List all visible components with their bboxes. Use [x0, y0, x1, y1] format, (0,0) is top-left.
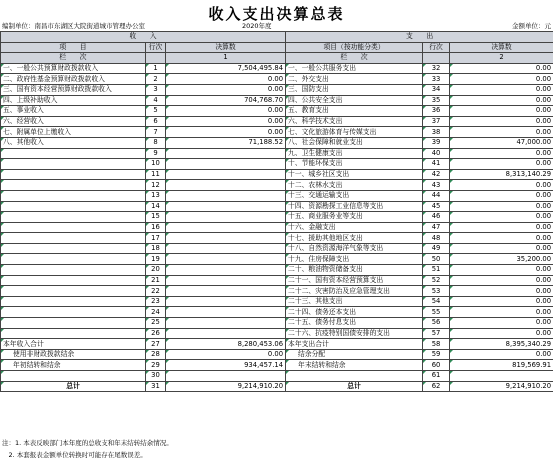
- income-amount-cell: 0.00: [166, 106, 286, 117]
- income-rowno-cell: 2: [146, 74, 166, 85]
- note-1: 注：1. 本表反映部门本年度的总收支和年末结转结余情况。: [2, 439, 173, 447]
- expense-amount-cell: 0.00: [450, 180, 553, 191]
- expense-amount-cell: 0.00: [450, 74, 553, 85]
- expense-amount-cell: 0.00: [450, 95, 553, 106]
- expense-amount-cell: 0.00: [450, 159, 553, 170]
- expense-amount-cell: 0.00: [450, 328, 553, 339]
- income-amount-cell: 0.00: [166, 116, 286, 127]
- income-amount-cell: [166, 233, 286, 244]
- income-rowno-cell: 20: [146, 265, 166, 276]
- income-item-header: 项 目: [1, 42, 146, 53]
- income-item-cell: [1, 328, 146, 339]
- income-amount-cell: [166, 148, 286, 159]
- income-amount-cell: [166, 169, 286, 180]
- table-row: [1, 318, 553, 329]
- income-rowno-cell: 26: [146, 328, 166, 339]
- income-amount-cell: 0.00: [166, 127, 286, 138]
- table-row: [1, 180, 553, 191]
- income-item-cell: 四、上级补助收入: [1, 95, 146, 106]
- expense-item-cell: 十八、自然资源海洋气象等支出: [286, 243, 423, 254]
- expense-item-cell: 十七、援助其他地区支出: [286, 233, 423, 244]
- expense-amount-cell: 0.00: [450, 127, 553, 138]
- table-row: [1, 296, 553, 307]
- income-item-cell: [1, 254, 146, 265]
- expense-item-cell: 十一、城乡社区支出: [286, 169, 423, 180]
- expense-rowno-cell: 43: [423, 180, 450, 191]
- table-row: [1, 212, 553, 223]
- income-rowno-cell: 1: [146, 63, 166, 74]
- income-amount-cell: 9,214,910.20: [166, 381, 286, 392]
- income-amount-cell: [166, 254, 286, 265]
- income-rowno-cell: 24: [146, 307, 166, 318]
- expense-item-cell: 一、一般公共服务支出: [286, 63, 423, 74]
- income-amount-header: 决算数: [166, 42, 286, 53]
- expense-item-cell: 十四、资源勘探工业信息等支出: [286, 201, 423, 212]
- table-row: [1, 169, 553, 180]
- income-amount-cell: 71,188.52: [166, 137, 286, 148]
- income-amount-cell: [166, 159, 286, 170]
- expense-rowno-cell: 54: [423, 296, 450, 307]
- income-item-cell: 五、事业收入: [1, 106, 146, 117]
- expense-item-cell: 二十四、债务还本支出: [286, 307, 423, 318]
- income-item-cell: 二、政府性基金预算财政拨款收入: [1, 74, 146, 85]
- table-row: [1, 148, 553, 159]
- table-row: [1, 371, 553, 382]
- expense-item-cell: [286, 371, 423, 382]
- expense-item-cell: 二十六、抗疫特别国债安排的支出: [286, 328, 423, 339]
- expense-amount-cell: 8,395,340.29: [450, 339, 553, 350]
- income-item-cell: [1, 318, 146, 329]
- table-row: [1, 127, 553, 138]
- expense-item-cell: 本年支出合计: [286, 339, 423, 350]
- expense-item-cell: 九、卫生健康支出: [286, 148, 423, 159]
- income-amount-cell: 704,768.70: [166, 95, 286, 106]
- income-item-cell: 本年收入合计: [1, 339, 146, 350]
- table-row: [1, 349, 553, 360]
- expense-amount-cell: 0.00: [450, 265, 553, 276]
- year-label: 2020年度: [242, 22, 272, 30]
- income-rowno-cell: 23: [146, 296, 166, 307]
- income-item-cell: 七、附属单位上缴收入: [1, 127, 146, 138]
- table-row: [1, 159, 553, 170]
- expense-rowno-cell: 52: [423, 275, 450, 286]
- expense-item-cell: 十二、农林水支出: [286, 180, 423, 191]
- expense-item-cell: 八、社会保障和就业支出: [286, 137, 423, 148]
- table-row: [1, 74, 553, 85]
- expense-rowno-header: 行次: [423, 42, 450, 53]
- income-amount-cell: 8,280,453.06: [166, 339, 286, 350]
- income-index-label: 栏 次: [1, 53, 146, 64]
- income-rowno-cell: 19: [146, 254, 166, 265]
- expense-amount-cell: 0.00: [450, 222, 553, 233]
- income-item-cell: 使用非财政拨款结余: [1, 349, 146, 360]
- table-row: [1, 328, 553, 339]
- expense-item-cell: 十五、商业服务业等支出: [286, 212, 423, 223]
- expense-amount-cell: 9,214,910.20: [450, 381, 553, 392]
- expense-rowno-cell: 47: [423, 222, 450, 233]
- income-rowno-cell: 4: [146, 95, 166, 106]
- income-rowno-cell: 15: [146, 212, 166, 223]
- expense-amount-cell: 0.00: [450, 275, 553, 286]
- income-rowno-cell: 5: [146, 106, 166, 117]
- income-rowno-cell: 21: [146, 275, 166, 286]
- income-amount-cell: [166, 286, 286, 297]
- expense-item-cell: 四、公共安全支出: [286, 95, 423, 106]
- income-item-cell: [1, 371, 146, 382]
- expense-rowno-cell: 56: [423, 318, 450, 329]
- expense-index-blank: [423, 53, 450, 64]
- expense-rowno-cell: 60: [423, 360, 450, 371]
- income-amount-cell: [166, 190, 286, 201]
- income-item-cell: [1, 212, 146, 223]
- income-rowno-cell: 13: [146, 190, 166, 201]
- expense-item-cell: 年末结转和结余: [286, 360, 423, 371]
- expense-amount-cell: 0.00: [450, 190, 553, 201]
- table-row: [1, 233, 553, 244]
- expense-rowno-cell: 40: [423, 148, 450, 159]
- income-amount-cell: [166, 371, 286, 382]
- expense-item-cell: 十九、住房保障支出: [286, 254, 423, 265]
- income-amount-cell: 7,504,495.84: [166, 63, 286, 74]
- expense-amount-cell: 0.00: [450, 201, 553, 212]
- expense-rowno-cell: 59: [423, 349, 450, 360]
- expense-item-cell: 二、外交支出: [286, 74, 423, 85]
- income-amount-cell: [166, 243, 286, 254]
- expense-item-cell: 二十二、灾害防治及应急管理支出: [286, 286, 423, 297]
- income-rowno-cell: 17: [146, 233, 166, 244]
- income-rowno-cell: 9: [146, 148, 166, 159]
- income-rowno-cell: 30: [146, 371, 166, 382]
- expense-amount-cell: 0.00: [450, 318, 553, 329]
- income-index-number: 1: [166, 53, 286, 64]
- expense-item-cell: 结余分配: [286, 349, 423, 360]
- income-amount-cell: 934,457.14: [166, 360, 286, 371]
- expense-rowno-cell: 36: [423, 106, 450, 117]
- income-rowno-cell: 29: [146, 360, 166, 371]
- income-index-blank: [146, 53, 166, 64]
- expense-amount-cell: 8,313,140.29: [450, 169, 553, 180]
- table-row: [1, 137, 553, 148]
- expense-rowno-cell: 46: [423, 212, 450, 223]
- expense-item-header: 项目（按功能分类）: [286, 42, 423, 53]
- expense-item-cell: 十、节能环保支出: [286, 159, 423, 170]
- expense-amount-cell: 819,569.91: [450, 360, 553, 371]
- expense-item-cell: 五、教育支出: [286, 106, 423, 117]
- column-header-row: [1, 42, 553, 53]
- expense-rowno-cell: 35: [423, 95, 450, 106]
- expense-rowno-cell: 45: [423, 201, 450, 212]
- expense-amount-cell: 0.00: [450, 307, 553, 318]
- income-rowno-cell: 6: [146, 116, 166, 127]
- unit-label: 编制单位：南昌市东湖区大院街道城市管理办公室: [2, 22, 145, 30]
- income-rowno-cell: 14: [146, 201, 166, 212]
- table-row: [1, 201, 553, 212]
- income-item-cell: 总计: [1, 381, 146, 392]
- income-item-cell: 一、一般公共预算财政拨款收入: [1, 63, 146, 74]
- expense-rowno-cell: 44: [423, 190, 450, 201]
- income-item-cell: [1, 296, 146, 307]
- income-rowno-cell: 27: [146, 339, 166, 350]
- expense-rowno-cell: 48: [423, 233, 450, 244]
- income-item-cell: [1, 275, 146, 286]
- page-title: 收入支出决算总表: [208, 5, 345, 23]
- income-item-cell: [1, 243, 146, 254]
- table-row: [1, 286, 553, 297]
- income-item-cell: 八、其他收入: [1, 137, 146, 148]
- income-rowno-header: 行次: [146, 42, 166, 53]
- expense-rowno-cell: 39: [423, 137, 450, 148]
- income-amount-cell: [166, 275, 286, 286]
- income-item-cell: [1, 222, 146, 233]
- income-item-cell: [1, 169, 146, 180]
- income-expense-table: [0, 31, 553, 392]
- income-amount-cell: 0.00: [166, 84, 286, 95]
- expense-amount-cell: 0.00: [450, 296, 553, 307]
- expense-amount-cell: 0.00: [450, 116, 553, 127]
- income-item-cell: 六、经营收入: [1, 116, 146, 127]
- expense-index-label: 栏 次: [286, 53, 423, 64]
- expense-item-cell: 十六、金融支出: [286, 222, 423, 233]
- income-rowno-cell: 31: [146, 381, 166, 392]
- table-row: [1, 63, 553, 74]
- table-row: [1, 95, 553, 106]
- income-rowno-cell: 8: [146, 137, 166, 148]
- income-section-header: 收 入: [1, 32, 286, 43]
- expense-item-cell: 十三、交通运输支出: [286, 190, 423, 201]
- expense-item-cell: 二十一、国有资本经营预算支出: [286, 275, 423, 286]
- expense-amount-cell: 0.00: [450, 243, 553, 254]
- expense-amount-cell: 0.00: [450, 212, 553, 223]
- table-row: [1, 381, 553, 392]
- income-item-cell: [1, 180, 146, 191]
- expense-amount-cell: 0.00: [450, 106, 553, 117]
- expense-rowno-cell: 50: [423, 254, 450, 265]
- section-header-row: [1, 32, 553, 43]
- expense-item-cell: 二十三、其他支出: [286, 296, 423, 307]
- expense-amount-cell: 47,000.00: [450, 137, 553, 148]
- expense-rowno-cell: 37: [423, 116, 450, 127]
- column-index-row: [1, 53, 553, 64]
- table-row: [1, 222, 553, 233]
- expense-section-header: 支 出: [286, 32, 553, 43]
- expense-rowno-cell: 58: [423, 339, 450, 350]
- expense-rowno-cell: 61: [423, 371, 450, 382]
- expense-amount-cell: 0.00: [450, 63, 553, 74]
- income-item-cell: [1, 307, 146, 318]
- income-item-cell: 三、国有资本经营预算财政拨款收入: [1, 84, 146, 95]
- expense-index-number: 2: [450, 53, 553, 64]
- income-item-cell: [1, 148, 146, 159]
- income-rowno-cell: 16: [146, 222, 166, 233]
- income-rowno-cell: 3: [146, 84, 166, 95]
- income-rowno-cell: 7: [146, 127, 166, 138]
- expense-rowno-cell: 49: [423, 243, 450, 254]
- expense-rowno-cell: 51: [423, 265, 450, 276]
- expense-rowno-cell: 53: [423, 286, 450, 297]
- table-row: [1, 84, 553, 95]
- expense-rowno-cell: 41: [423, 159, 450, 170]
- expense-item-cell: 六、科学技术支出: [286, 116, 423, 127]
- table-row: [1, 275, 553, 286]
- expense-rowno-cell: 42: [423, 169, 450, 180]
- expense-item-cell: 三、国防支出: [286, 84, 423, 95]
- amount-unit-label: 金额单位：元: [512, 22, 551, 30]
- expense-amount-cell: 35,200.00: [450, 254, 553, 265]
- income-amount-cell: [166, 328, 286, 339]
- expense-rowno-cell: 55: [423, 307, 450, 318]
- income-item-cell: [1, 159, 146, 170]
- income-rowno-cell: 10: [146, 159, 166, 170]
- expense-rowno-cell: 34: [423, 84, 450, 95]
- expense-item-cell: 二十、粮油物资储备支出: [286, 265, 423, 276]
- expense-rowno-cell: 38: [423, 127, 450, 138]
- expense-rowno-cell: 62: [423, 381, 450, 392]
- income-amount-cell: [166, 180, 286, 191]
- income-amount-cell: [166, 212, 286, 223]
- income-item-cell: 年初结转和结余: [1, 360, 146, 371]
- income-amount-cell: [166, 201, 286, 212]
- expense-rowno-cell: 33: [423, 74, 450, 85]
- expense-item-cell: 总计: [286, 381, 423, 392]
- expense-amount-cell: [450, 371, 553, 382]
- expense-amount-cell: 0.00: [450, 286, 553, 297]
- note-2: 2. 本套报表金额单位转换时可能存在尾数误差。: [2, 451, 147, 459]
- income-amount-cell: 0.00: [166, 74, 286, 85]
- table-row: [1, 360, 553, 371]
- expense-item-cell: 二十五、债务付息支出: [286, 318, 423, 329]
- income-amount-cell: [166, 222, 286, 233]
- income-rowno-cell: 11: [146, 169, 166, 180]
- expense-rowno-cell: 57: [423, 328, 450, 339]
- income-item-cell: [1, 286, 146, 297]
- expense-amount-cell: 0.00: [450, 84, 553, 95]
- table-row: [1, 106, 553, 117]
- income-rowno-cell: 12: [146, 180, 166, 191]
- income-item-cell: [1, 201, 146, 212]
- table-row: [1, 190, 553, 201]
- expense-amount-cell: 0.00: [450, 349, 553, 360]
- income-rowno-cell: 18: [146, 243, 166, 254]
- income-amount-cell: [166, 265, 286, 276]
- income-rowno-cell: 25: [146, 318, 166, 329]
- table-row: [1, 116, 553, 127]
- expense-item-cell: 七、文化旅游体育与传媒支出: [286, 127, 423, 138]
- income-rowno-cell: 22: [146, 286, 166, 297]
- income-amount-cell: [166, 318, 286, 329]
- income-amount-cell: [166, 296, 286, 307]
- table-row: [1, 339, 553, 350]
- expense-rowno-cell: 32: [423, 63, 450, 74]
- expense-amount-cell: 0.00: [450, 148, 553, 159]
- income-rowno-cell: 28: [146, 349, 166, 360]
- table-row: [1, 265, 553, 276]
- table-row: [1, 307, 553, 318]
- table-row: [1, 254, 553, 265]
- income-item-cell: [1, 265, 146, 276]
- table-row: [1, 243, 553, 254]
- income-item-cell: [1, 233, 146, 244]
- income-amount-cell: 0.00: [166, 349, 286, 360]
- income-amount-cell: [166, 307, 286, 318]
- expense-amount-header: 决算数: [450, 42, 553, 53]
- income-item-cell: [1, 190, 146, 201]
- expense-amount-cell: 0.00: [450, 233, 553, 244]
